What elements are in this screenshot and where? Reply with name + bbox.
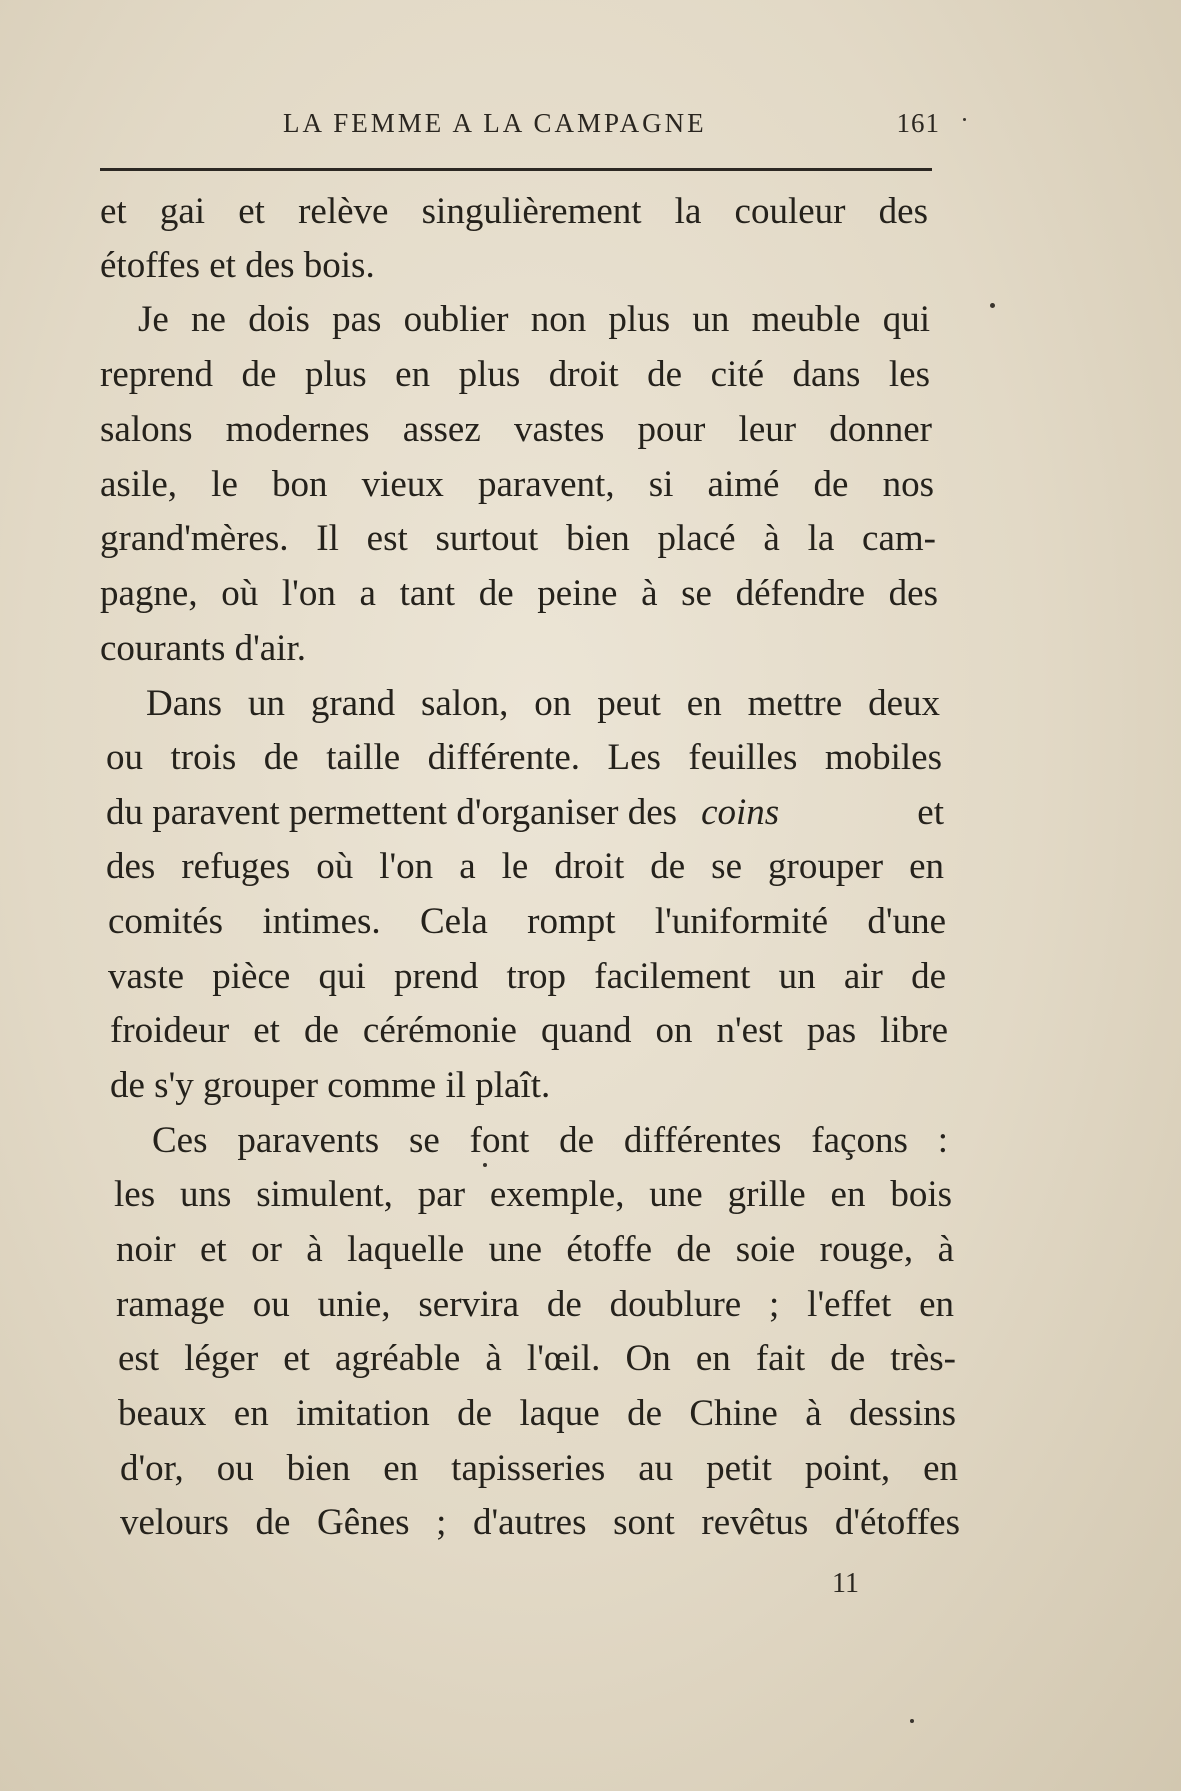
- text-line: courants d'air.: [100, 628, 306, 669]
- paragraph-start-line: Dans un grand salon, on peut en mettre deux: [146, 683, 940, 724]
- text-span: du paravent permettent d'organiser des: [106, 792, 678, 833]
- text-line: froideur et de cérémonie quand on n'est pas libre: [110, 1010, 948, 1051]
- text-line: des refuges où l'on a le droit de se grouper en: [106, 846, 944, 887]
- paper-speck: [910, 1719, 914, 1723]
- running-title: LA FEMME A LA CAMPAGNE: [283, 108, 707, 138]
- text-line: salons modernes assez vastes pour leur donner: [100, 409, 932, 450]
- text-line: asile, le bon vieux paravent, si aimé de nos: [100, 464, 934, 505]
- text-line: les uns simulent, par exemple, une grille en bois: [114, 1174, 952, 1215]
- paragraph-start-line: Ces paravents se font de différentes façons :: [152, 1120, 948, 1161]
- text-line: étoffes et des bois.: [100, 245, 375, 286]
- paper-speck: [963, 118, 966, 121]
- header-rule: [100, 168, 932, 171]
- text-line: et gai et relève singulièrement la couleur des: [100, 191, 928, 232]
- text-line: beaux en imitation de laque de Chine à dessins: [118, 1393, 956, 1434]
- text-line: de s'y grouper comme il plaît.: [110, 1065, 551, 1106]
- signature-mark: 11: [832, 1568, 859, 1599]
- text-line: vaste pièce qui prend trop facilement un air de: [108, 956, 946, 997]
- text-span: et: [917, 792, 944, 833]
- text-line: reprend de plus en plus droit de cité dans les: [100, 354, 930, 395]
- text-line: grand'mères. Il est surtout bien placé à la cam-: [100, 518, 936, 559]
- paper-speck: [483, 1163, 487, 1167]
- text-line: ou trois de taille différente. Les feuilles mobiles: [106, 737, 942, 778]
- text-line: noir et or à laquelle une étoffe de soie rouge, à: [116, 1229, 954, 1270]
- text-line: comités intimes. Cela rompt l'uniformité d'une: [108, 901, 946, 942]
- text-line: d'or, ou bien en tapisseries au petit point, en: [120, 1448, 958, 1489]
- running-head: [100, 104, 940, 144]
- paper-speck: [990, 303, 995, 308]
- text-line: pagne, où l'on a tant de peine à se défendre des: [100, 573, 938, 614]
- text-line: est léger et agréable à l'œil. On en fait de très-: [118, 1338, 956, 1379]
- text-line: velours de Gênes ; d'autres sont revêtus d'étoffes: [120, 1502, 960, 1543]
- page-number: 161: [896, 108, 940, 138]
- text-line: [106, 788, 944, 838]
- italic-word: coins: [701, 792, 780, 833]
- text-line: ramage ou unie, servira de doublure ; l'effet en: [116, 1284, 954, 1325]
- paragraph-start-line: Je ne dois pas oublier non plus un meuble qui: [138, 299, 930, 340]
